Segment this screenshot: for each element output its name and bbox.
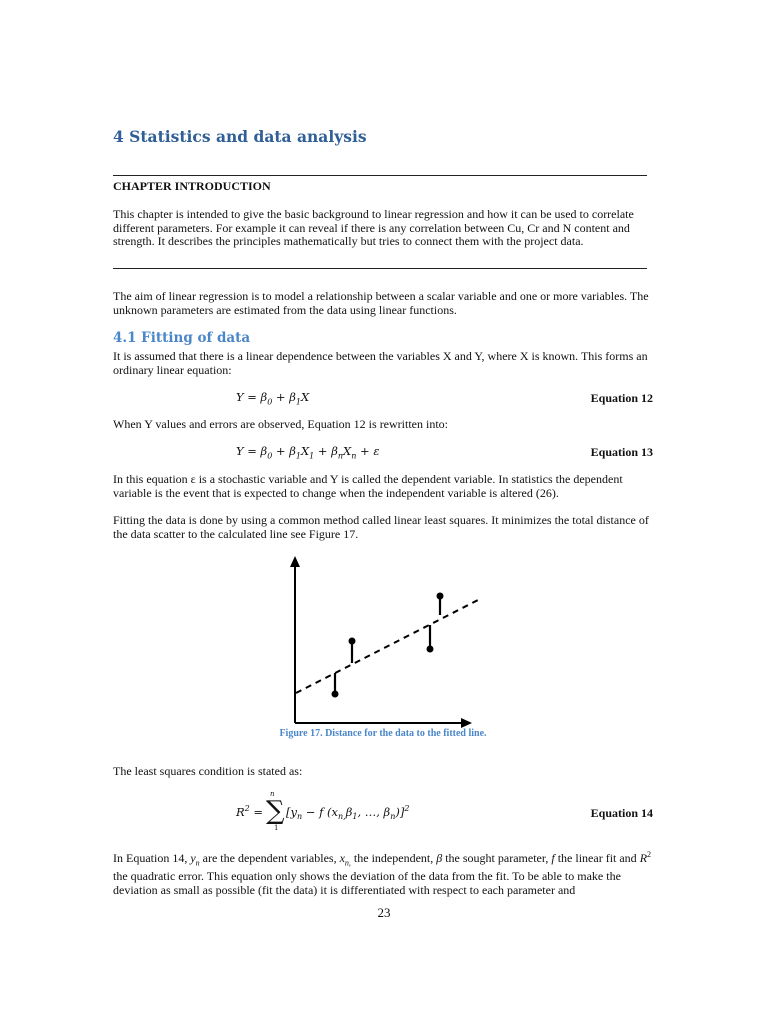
chapter-heading: 4 Statistics and data analysis [113, 127, 367, 146]
paragraph-stochastic: In this equation ε is a stochastic variable and Y is called the dependent variable. In statistics the dependent variable is the event that is expected to change when the independent variable is altered (26). [113, 472, 623, 500]
equation-13-label: Equation 13 [590, 445, 653, 459]
intro-title: CHAPTER INTRODUCTION [113, 179, 271, 193]
paragraph-equation-14-explanation: In Equation 14, $y_n$ are the dependent variables, $x_{n,}$ the independent, β the sought parameter, f the linear fit and $R^2$ the quadratic error. This equation only shows the deviation of the data from the fit. To be able to make the deviation as small as possible (fit the data) it is differentiated with respect to each parameter and [113, 850, 652, 897]
x-axis-arrow [461, 718, 472, 728]
figure-caption: Figure 17. Distance for the data to the fitted line. [279, 728, 487, 739]
paragraph-least-squares: Fitting the data is done by using a common method called linear least squares. It minimizes the total distance of the data scatter to the calculated line see Figure 17. [113, 513, 649, 541]
intro-text: This chapter is intended to give the basic background to linear regression and how it can be used to correlate different parameters. For example it can reveal if there is any correlation between Cu, Cr and N content and strength. It describes the principles mathematically but tries to connect them with the project data. [113, 207, 634, 249]
intro-bottom-rule [113, 268, 647, 269]
intro-top-rule [113, 175, 647, 176]
data-point-1 [332, 691, 339, 698]
paragraph-rewrite: When Y values and errors are observed, Equation 12 is rewritten into: [113, 417, 449, 431]
equation-13: $Y = \beta_0 + \beta_1X_1 + \beta_nX_n + \varepsilon$ [236, 444, 380, 461]
paragraph-condition: The least squares condition is stated as: [113, 764, 303, 778]
data-point-2 [349, 638, 356, 645]
figure-17-diagram [280, 553, 480, 733]
aim-paragraph: The aim of linear regression is to model a relationship between a scalar variable and one or more variables. The unknown parameters are estimated from the data using linear functions. [113, 289, 649, 317]
paragraph-linear-dependence: It is assumed that there is a linear dependence between the variables X and Y, where X is known. This forms an ordinary linear equation: [113, 349, 648, 377]
equation-12: $Y = \beta_0 + \beta_1X$ [236, 390, 310, 407]
y-axis-arrow [290, 556, 300, 567]
page-number: 23 [377, 905, 391, 920]
equation-14-label: Equation 14 [590, 806, 653, 820]
data-point-3 [427, 646, 434, 653]
data-point-4 [437, 593, 444, 600]
section-title: 4.1 Fitting of data [113, 330, 251, 346]
equation-14: $R^2$ = n ∑ 1 [$y_n - f$ ($x_{n,}\beta_1$, …, $\beta_n)]^2$ [236, 790, 410, 832]
equation-12-label: Equation 12 [590, 391, 653, 405]
fitted-line [296, 599, 480, 693]
